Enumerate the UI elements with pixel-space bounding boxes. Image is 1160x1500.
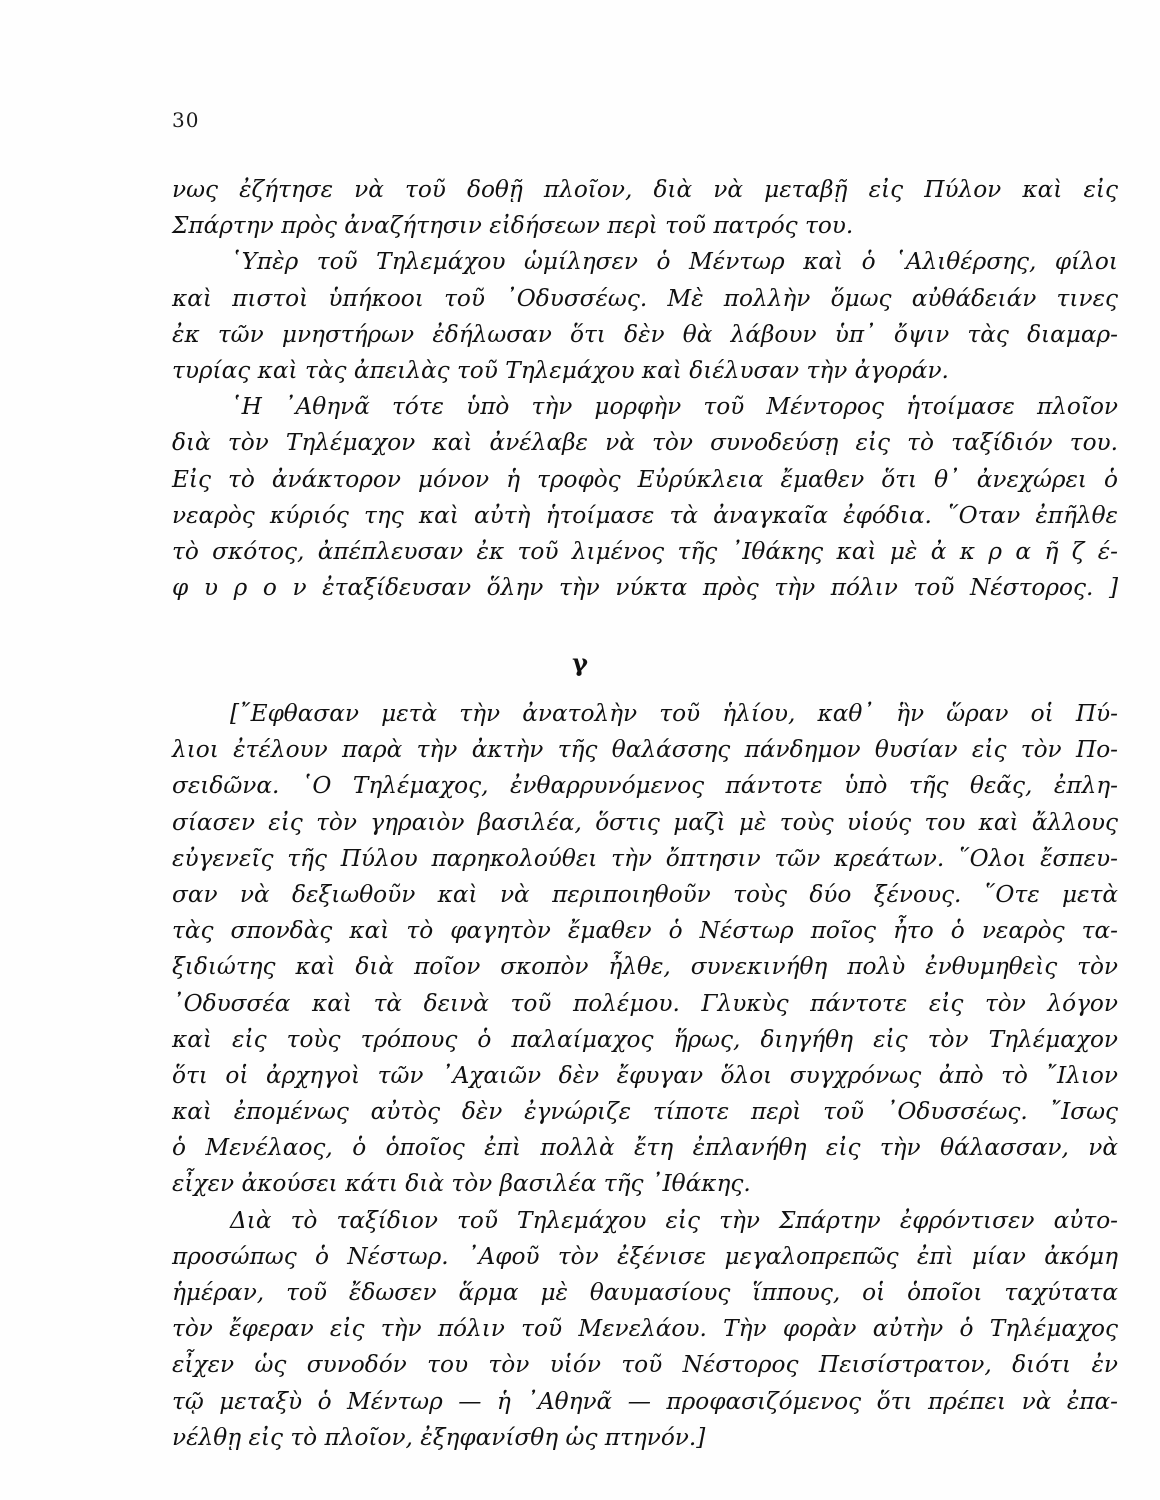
text-block-1: [172, 172, 1118, 606]
text-line: ἐκ τῶν μνηστήρων ἐδήλωσαν ὅτι δὲν θὰ λάβουν ὑπ᾿ ὄψιν τὰς διαμαρ-: [172, 320, 1118, 348]
text-line: [῎Εφθασαν μετὰ τὴν ἀνατολὴν τοῦ ἡλίου, καθ᾿ ἣν ὥραν οἱ Πύ-: [230, 700, 1118, 727]
text-line: νως ἐζήτησε νὰ τοῦ δοθῇ πλοῖον, διὰ νὰ μεταβῇ εἰς Πύλον καὶ εἰς: [172, 176, 1118, 203]
text-line: διὰ τὸν Τηλέμαχον καὶ ἀνέλαβε νὰ τὸν συνοδεύσῃ εἰς τὸ ταξίδιόν του.: [172, 429, 1118, 457]
text-line: Διὰ τὸ ταξίδιον τοῦ Τηλεμάχου εἰς τὴν Σπάρτην ἐφρόντισεν αὐτο-: [230, 1206, 1118, 1234]
text-line: εἶχεν ἀκούσει κάτι διὰ τὸν βασιλέα τῆς ᾿Ιθάκης.: [172, 1170, 751, 1198]
text-line: σειδῶνα. ῾Ο Τηλέμαχος, ἐνθαρρυνόμενος πάντοτε ὑπὸ τῆς θεᾶς, ἐπλη-: [172, 772, 1118, 800]
text-line: ὅτι οἱ ἀρχηγοὶ τῶν ᾿Αχαιῶν δὲν ἔφυγαν ὅλοι συγχρόνως ἀπὸ τὸ ῎Ιλιον: [172, 1061, 1118, 1089]
text-line: Σπάρτην πρὸς ἀναζήτησιν εἰδήσεων περὶ τοῦ πατρός του.: [172, 212, 854, 240]
text-line: ῾Η ᾿Αθηνᾶ τότε ὑπὸ τὴν μορφὴν τοῦ Μέντορος ἡτοίμασε πλοῖον: [230, 393, 1118, 421]
text-line: λιοι ἐτέλουν παρὰ τὴν ἀκτὴν τῆς θαλάσσης πάνδημον θυσίαν εἰς τὸν Πο-: [172, 736, 1118, 764]
section-heading: γ: [572, 648, 588, 677]
text-line: εἶχεν ὡς συνοδόν του τὸν υἱόν τοῦ Νέστορος Πεισίστρατον, διότι ἐν: [172, 1351, 1118, 1379]
text-line: τὰς σπονδὰς καὶ τὸ φαγητὸν ἔμαθεν ὁ Νέστωρ ποῖος ἦτο ὁ νεαρὸς τα-: [172, 917, 1118, 945]
text-line: ἡμέραν, τοῦ ἔδωσεν ἅρμα μὲ θαυμασίους ἵππους, οἱ ὁποῖοι ταχύτατα: [172, 1279, 1118, 1306]
text-line: καὶ πιστοὶ ὑπήκοοι τοῦ ᾿Οδυσσέως. Μὲ πολλὴν ὅμως αὐθάδειάν τινες: [172, 284, 1118, 312]
text-line: τὸν ἔφεραν εἰς τὴν πόλιν τοῦ Μενελάου. Τὴν φορὰν αὐτὴν ὁ Τηλέμαχος: [172, 1315, 1118, 1343]
text-line: ὁ Μενέλαος, ὁ ὁποῖος ἐπὶ πολλὰ ἔτη ἐπλανήθη εἰς τὴν θάλασσαν, νὰ: [172, 1134, 1118, 1162]
text-block-2: [172, 696, 1118, 1456]
text-line: νέλθῃ εἰς τὸ πλοῖον, ἐξηφανίσθη ὡς πτηνόν.]: [172, 1423, 706, 1451]
text-line: τυρίας καὶ τὰς ἀπειλὰς τοῦ Τηλεμάχου καὶ διέλυσαν τὴν ἀγοράν.: [172, 356, 949, 384]
text-line: τὸ σκότος, ἀπέπλευσαν ἐκ τοῦ λιμένος τῆς ᾿Ιθάκης καὶ μὲ ἀ κ ρ α ῆ ζ έ-: [172, 537, 1118, 565]
text-line: προσώπως ὁ Νέστωρ. ᾿Αφοῦ τὸν ἐξένισε μεγαλοπρεπῶς ἐπὶ μίαν ἀκόμη: [172, 1242, 1118, 1270]
text-line: φ υ ρ ο ν ἐταξίδευσαν ὅλην τὴν νύκτα πρὸς τὴν πόλιν τοῦ Νέστορος. ]: [172, 574, 1118, 602]
text-line: τῷ μεταξὺ ὁ Μέντωρ — ἡ ᾿Αθηνᾶ — προφασιζόμενος ὅτι πρέπει νὰ ἐπα-: [172, 1387, 1118, 1415]
text-line: ῾Υπὲρ τοῦ Τηλεμάχου ὡμίλησεν ὁ Μέντωρ καὶ ὁ ῾Αλιθέρσης, φίλοι: [230, 248, 1118, 276]
text-line: Εἰς τὸ ἀνάκτορον μόνον ἡ τροφὸς Εὐρύκλεια ἔμαθεν ὅτι θ᾿ ἀνεχώρει ὁ: [172, 465, 1118, 493]
page-number: 30: [172, 108, 200, 132]
text-line: καὶ εἰς τοὺς τρόπους ὁ παλαίμαχος ἥρως, διηγήθη εἰς τὸν Τηλέμαχον: [172, 1025, 1118, 1053]
text-line: καὶ ἐπομένως αὐτὸς δὲν ἐγνώριζε τίποτε περὶ τοῦ ᾿Οδυσσέως. ῎Ισως: [172, 1098, 1118, 1126]
text-line: ᾿Οδυσσέα καὶ τὰ δεινὰ τοῦ πολέμου. Γλυκὺς πάντοτε εἰς τὸν λόγον: [172, 989, 1118, 1017]
text-line: σίασεν εἰς τὸν γηραιὸν βασιλέα, ὅστις μαζὶ μὲ τοὺς υἱούς του καὶ ἄλλους: [172, 808, 1118, 836]
text-line: ξιδιώτης καὶ διὰ ποῖον σκοπὸν ἦλθε, συνεκινήθη πολὺ ἐνθυμηθεὶς τὸν: [172, 953, 1118, 981]
text-line: σαν νὰ δεξιωθοῦν καὶ νὰ περιποιηθοῦν τοὺς δύο ξένους. ῞Οτε μετὰ: [172, 880, 1118, 908]
text-line: νεαρὸς κύριός της καὶ αὐτὴ ἡτοίμασε τὰ ἀναγκαῖα ἐφόδια. ῞Οταν ἐπῆλθε: [172, 501, 1118, 529]
text-line: εὐγενεῖς τῆς Πύλου παρηκολούθει τὴν ὄπτησιν τῶν κρεάτων. ῞Ολοι ἔσπευ-: [172, 844, 1118, 872]
